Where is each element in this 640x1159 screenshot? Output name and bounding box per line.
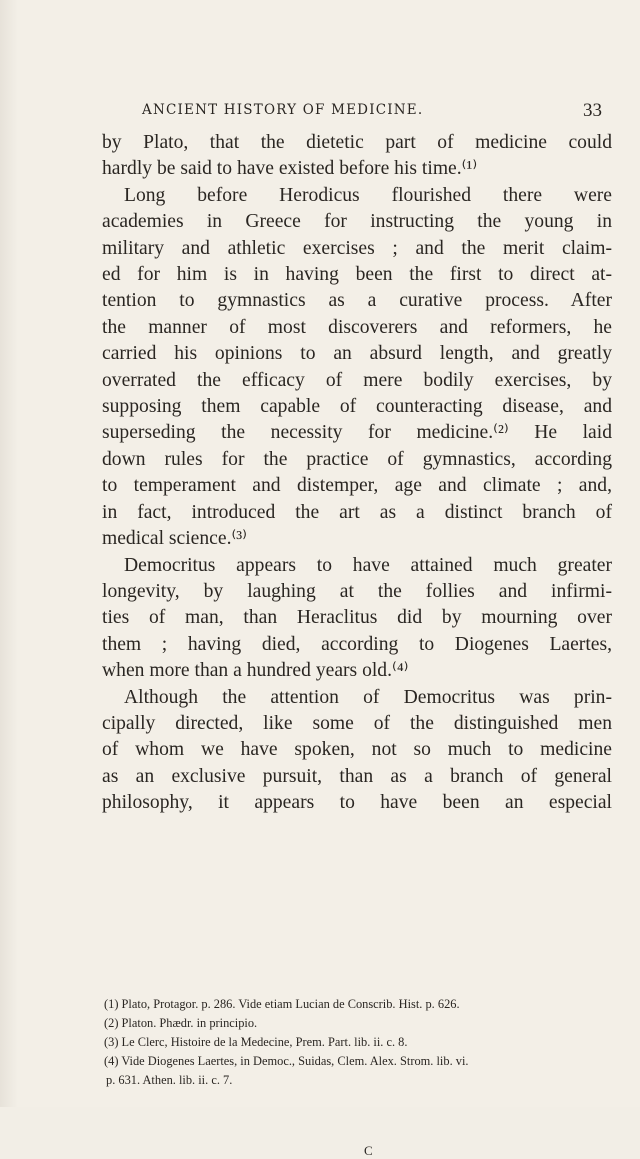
footnote: (4) Vide Diogenes Laertes, in Democ., Suidas, Clem. Alex. Strom. lib. vi. bbox=[104, 1054, 469, 1068]
page-header bbox=[142, 102, 602, 124]
text-line: tention to gymnastics as a curative process. After bbox=[102, 290, 612, 312]
text-line: overrated the efficacy of mere bodily exercises, by bbox=[102, 369, 612, 391]
text-line: cipally directed, like some of the distinguished men bbox=[102, 712, 612, 734]
text-line: supposing them capable of counteracting disease, and bbox=[102, 396, 612, 418]
footnote-continuation: p. 631. Athen. lib. ii. c. 7. bbox=[106, 1073, 233, 1087]
text-line: philosophy, it appears to have been an especial bbox=[102, 792, 612, 814]
body-text bbox=[102, 130, 612, 817]
footnote: (2) Platon. Phædr. in principio. bbox=[104, 1016, 258, 1030]
text-line: by Plato, that the dietetic part of medicine could bbox=[102, 132, 612, 153]
text-line: to temperament and distemper, age and climate ; and, bbox=[102, 475, 612, 497]
footnote: (3) Le Clerc, Histoire de la Medecine, Prem. Part. lib. ii. c. 8. bbox=[104, 1035, 408, 1049]
text-line: Long before Herodicus flourished there were bbox=[124, 184, 612, 206]
text-line: academies in Greece for instructing the young in bbox=[102, 211, 612, 233]
page-number: 33 bbox=[583, 100, 602, 121]
footnote: (1) Plato, Protagor. p. 286. Vide etiam Lucian de Conscrib. Hist. p. 626. bbox=[104, 997, 460, 1011]
text-line: hardly be said to have existed before his time.⁽¹⁾ bbox=[102, 158, 478, 180]
text-line: medical science.⁽³⁾ bbox=[102, 528, 247, 550]
text-line: carried his opinions to an absurd length, and greatly bbox=[102, 343, 612, 365]
text-line: Democritus appears to have attained much greater bbox=[124, 554, 612, 576]
text-line: ed for him is in having been the first to direct at- bbox=[102, 264, 612, 286]
text-line: Although the attention of Democritus was prin- bbox=[124, 686, 612, 708]
text-line: ties of man, than Heraclitus did by mourning over bbox=[102, 607, 612, 629]
text-line: military and athletic exercises ; and the merit claim- bbox=[102, 237, 612, 259]
text-line: as an exclusive pursuit, than as a branch of general bbox=[102, 765, 612, 787]
text-line: longevity, by laughing at the follies and infirmi- bbox=[102, 580, 612, 602]
text-line: down rules for the practice of gymnastics, according bbox=[102, 448, 612, 470]
text-line: when more than a hundred years old.⁽⁴⁾ bbox=[102, 660, 409, 682]
text-line: superseding the necessity for medicine.⁽²⁾ He laid bbox=[102, 422, 612, 444]
signature-mark: C bbox=[364, 1143, 373, 1158]
text-line: of whom we have spoken, not so much to medicine bbox=[102, 739, 612, 761]
running-head: ANCIENT HISTORY OF MEDICINE. bbox=[142, 102, 424, 118]
text-line: them ; having died, according to Diogenes Laertes, bbox=[102, 633, 612, 655]
footnotes bbox=[104, 995, 612, 1090]
text-line: the manner of most discoverers and reformers, he bbox=[102, 316, 612, 338]
text-line: in fact, introduced the art as a distinct branch of bbox=[102, 501, 612, 523]
